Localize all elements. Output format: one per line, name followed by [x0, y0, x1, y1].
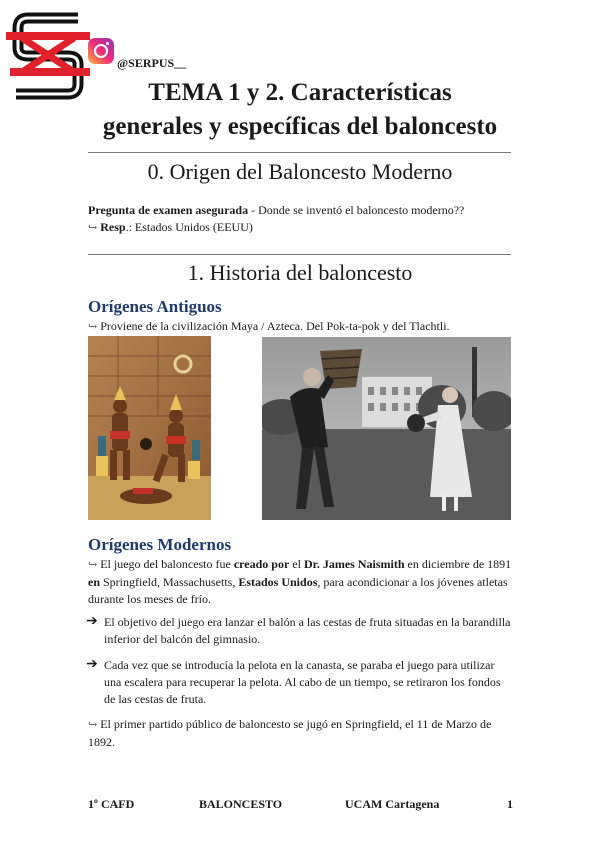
modern-paragraph: ↪ El juego del baloncesto fue creado por el Dr. James Naismith en diciembre de 1891 en Springfield, Massachusetts, Estados Unidos, para acondicionar a los jóvenes atletas durante los meses de frío. [88, 557, 512, 606]
arrow-icon: ↪ [88, 321, 98, 333]
page-title [0, 76, 600, 144]
naismith-photo [262, 337, 511, 520]
ancient-origins-title: Orígenes Antiguos [88, 297, 222, 316]
exam-label: Pregunta de examen asegurada [88, 203, 249, 217]
section-1-heading: 1. Historia del baloncesto [187, 260, 413, 285]
answer-label: Resp [100, 220, 126, 234]
ancient-origins-text [88, 318, 450, 336]
footer-subject: BALONCESTO [199, 797, 283, 811]
bullet-2: Cada vez que se introducía la pelota en la canasta, se paraba el juego para utilizar una escalera para recuperar la pelota. Al cabo de un tiempo, se retiraron los fondos de las cestas de fruta. [104, 658, 501, 706]
arrow-icon: ↪ [88, 559, 98, 571]
bullet-1: El objetivo del juego era lanzar el balón a las cestas de fruta situadas en la barandilla inferior del balcón del gimnasio. [104, 615, 511, 646]
footer-university: UCAM Cartagena [345, 797, 440, 811]
maya-ballgame-painting [88, 336, 211, 520]
arrow-icon: ↪ [88, 719, 98, 731]
ancient-text: Proviene de la civilización Maya / Azteca. Del Pok-ta-pok y del Tlachtli. [100, 319, 450, 333]
title-line-2: generales y específicas del baloncesto [102, 113, 498, 140]
instagram-icon [88, 38, 114, 64]
divider [88, 152, 511, 153]
section-0-heading: 0. Origen del Baloncesto Moderno [147, 159, 453, 184]
first-match-paragraph: ↪ El primer partido público de baloncesto se jugó en Springfield, el 11 de Marzo de 1892. [88, 717, 492, 749]
bullet-arrow-icon: ➔ [86, 657, 98, 672]
exam-question [88, 202, 464, 219]
arrow-icon: ↪ [88, 222, 98, 234]
footer-page-number: 1 [507, 797, 513, 811]
instagram-handle: @SERPUS__ [117, 56, 187, 70]
exam-answer [88, 219, 253, 237]
footer-course: 1º CAFD [88, 797, 135, 811]
title-line-1: TEMA 1 y 2. Características [148, 79, 452, 106]
bullet-arrow-icon: ➔ [86, 614, 98, 629]
exam-question-text: - Donde se inventó el baloncesto moderno?? [248, 203, 465, 217]
answer-text: .: Estados Unidos (EEUU) [125, 220, 253, 234]
divider [88, 254, 511, 255]
modern-origins-title: Orígenes Modernos [88, 535, 232, 554]
